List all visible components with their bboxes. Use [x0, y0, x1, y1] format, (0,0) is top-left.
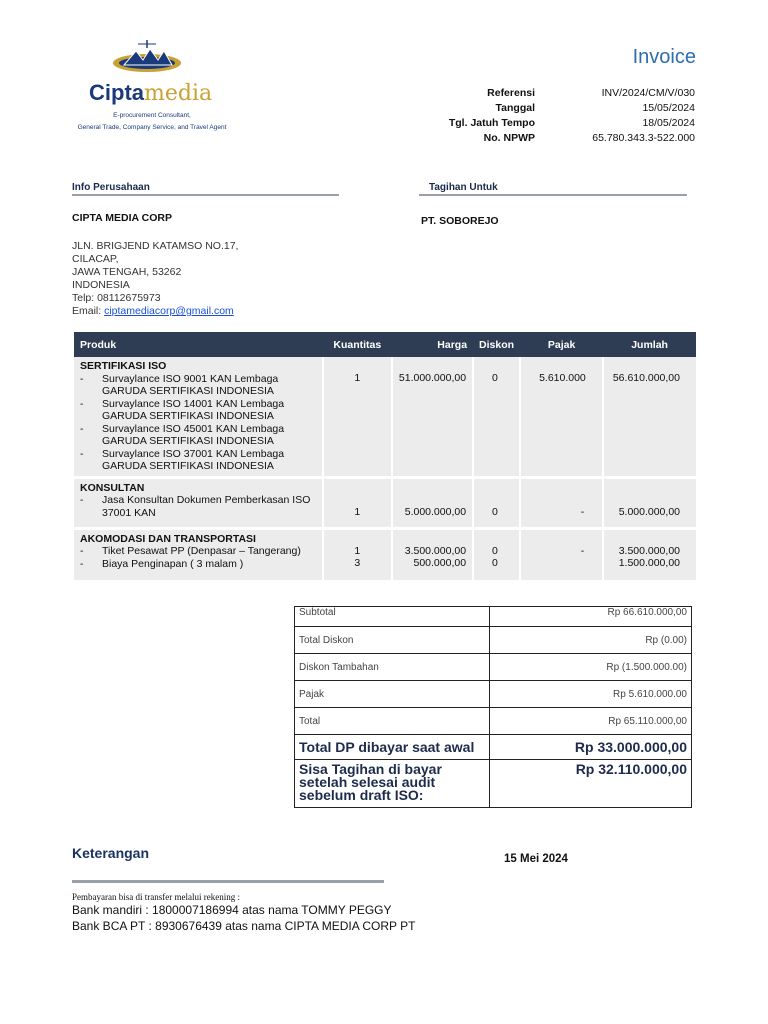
discount-cell: 0	[473, 357, 520, 477]
list-item: - Jasa Konsultan Dokumen Pemberkasan ISO 37001 KAN	[80, 494, 311, 519]
table-row	[74, 528, 696, 581]
price-cell: 3.500.000,00 500.000,00	[392, 528, 473, 581]
table-header-row	[74, 332, 696, 357]
notes-date: 15 Mei 2024	[504, 853, 568, 865]
address-line-4: INDONESIA	[72, 279, 130, 291]
extra-discount-label: Diskon Tambahan	[295, 654, 490, 681]
tax-cell: 5.610.000	[520, 357, 603, 477]
quantity-cell: 1	[323, 477, 392, 528]
logo-tagline-1: E-procurement Consultant,	[113, 112, 191, 119]
down-payment-value: Rp 33.000.000,00	[490, 735, 692, 760]
group-title: SERTIFIKASI ISO	[80, 360, 167, 372]
npwp-value: 65.780.343.3-522.000	[592, 132, 695, 144]
price-cell: 51.000.000,00	[392, 357, 473, 477]
due-date-value: 18/05/2024	[642, 117, 695, 129]
col-price: Harga	[392, 332, 473, 357]
remaining-balance-row	[295, 760, 692, 808]
down-payment-row	[295, 735, 692, 760]
meta-values	[560, 86, 695, 146]
subtotal-row	[295, 607, 692, 627]
email-label: Email:	[72, 305, 105, 317]
col-amount: Jumlah	[603, 332, 696, 357]
company-email-row	[72, 305, 238, 318]
price-cell: 5.000.000,00	[392, 477, 473, 528]
reference-value: INV/2024/CM/V/030	[601, 87, 695, 99]
quantity-cell: 1	[323, 357, 392, 477]
tax-value: Rp 5.610.000.00	[490, 681, 692, 708]
total-value: Rp 65.110.000,00	[490, 708, 692, 735]
tax-label: Pajak	[295, 681, 490, 708]
amount-cell: 5.000.000,00	[603, 477, 696, 528]
company-info-heading: Info Perusahaan	[72, 182, 150, 193]
quantity-cell: 1 3	[323, 528, 392, 581]
address-line-3: JAWA TENGAH, 53262	[72, 266, 182, 278]
logo-tagline-2: General Trade, Company Service, and Travel Agent	[77, 124, 227, 131]
logo-name-part1: Cipta	[89, 80, 144, 105]
npwp-label: No. NPWP	[483, 132, 535, 144]
tax-cell: -	[520, 477, 603, 528]
company-phone: Telp: 08112675973	[72, 292, 161, 304]
bank-account-2: Bank BCA PT : 8930676439 atas nama CIPTA MEDIA CORP PT	[72, 919, 416, 933]
total-label: Total	[295, 708, 490, 735]
group-title: KONSULTAN	[80, 481, 145, 494]
list-item: - Survaylance ISO 37001 KAN Lembaga GARUDA SERTIFIKASI INDONESIA	[80, 447, 285, 472]
amount-cell: 56.610.000,00	[603, 357, 696, 477]
list-item: - Biaya Penginapan ( 3 malam )	[80, 557, 244, 570]
product-cell	[74, 528, 323, 581]
subtotal-label: Subtotal	[295, 607, 490, 627]
list-item: - Survaylance ISO 9001 KAN Lembaga GARUDA SERTIFIKASI INDONESIA	[80, 372, 279, 397]
company-info-divider	[72, 194, 339, 196]
due-date-label: Tgl. Jatuh Tempo	[448, 117, 535, 129]
date-value: 15/05/2024	[642, 102, 695, 114]
page-title: Invoice	[632, 46, 696, 68]
logo-name-part2: media	[144, 81, 213, 106]
col-quantity: Kuantitas	[323, 332, 392, 357]
notes-divider	[72, 880, 384, 883]
col-discount: Diskon	[473, 332, 520, 357]
date-label: Tanggal	[495, 102, 535, 114]
subtotal-value: Rp 66.610.000,00	[490, 607, 692, 627]
bill-to-name: PT. SOBOREJO	[421, 215, 499, 227]
table-row	[74, 357, 696, 477]
group-title: AKOMODASI DAN TRANSPORTASI	[80, 532, 256, 545]
bank-account-1: Bank mandiri : 1800007186994 atas nama TOMMY PEGGY	[72, 903, 392, 917]
discount-cell: 0 0	[473, 528, 520, 581]
extra-discount-value: Rp (1.500.000.00)	[490, 654, 692, 681]
extra-discount-row	[295, 654, 692, 681]
amount-cell: 3.500.000,00 1.500.000,00	[603, 528, 696, 581]
company-logo	[72, 36, 232, 136]
company-email-link[interactable]: ciptamediacorp@gmail.com	[104, 305, 234, 317]
logo-wordmark	[89, 80, 212, 106]
tax-row	[295, 681, 692, 708]
company-name: CIPTA MEDIA CORP	[72, 212, 172, 224]
list-item: - Survaylance ISO 45001 KAN Lembaga GARUDA SERTIFIKASI INDONESIA	[80, 422, 285, 447]
product-cell	[74, 477, 323, 528]
col-tax: Pajak	[520, 332, 603, 357]
list-item: - Survaylance ISO 14001 KAN Lembaga GARUDA SERTIFIKASI INDONESIA	[80, 397, 285, 422]
tax-cell: -	[520, 528, 603, 581]
list-item: - Tiket Pesawat PP (Denpasar – Tangerang)	[80, 545, 301, 557]
bill-to-divider	[419, 194, 687, 196]
items-table	[74, 332, 696, 583]
notes-heading: Keterangan	[72, 845, 150, 861]
product-cell	[74, 357, 323, 477]
col-product: Produk	[74, 332, 323, 357]
discount-cell: 0	[473, 477, 520, 528]
logo-emblem-icon	[110, 38, 184, 78]
down-payment-label: Total DP dibayar saat awal	[295, 735, 490, 760]
total-row	[295, 708, 692, 735]
address-line-1: JLN. BRIGJEND KATAMSO NO.17,	[72, 240, 239, 252]
reference-label: Referensi	[487, 87, 535, 99]
address-line-2: CILACAP,	[72, 253, 119, 265]
table-row	[74, 477, 696, 528]
bill-to-heading: Tagihan Untuk	[429, 182, 498, 193]
remaining-balance-value: Rp 32.110.000,00	[490, 760, 692, 808]
total-discount-value: Rp (0.00)	[490, 627, 692, 654]
payment-intro: Pembayaran bisa di transfer melalui rekening :	[72, 892, 240, 902]
remaining-balance-label: Sisa Tagihan di bayar setelah selesai audit sebelum draft ISO:	[295, 760, 490, 808]
total-discount-row	[295, 627, 692, 654]
meta-labels	[400, 86, 535, 146]
summary-table	[294, 606, 692, 808]
total-discount-label: Total Diskon	[295, 627, 490, 654]
company-address	[72, 240, 238, 318]
